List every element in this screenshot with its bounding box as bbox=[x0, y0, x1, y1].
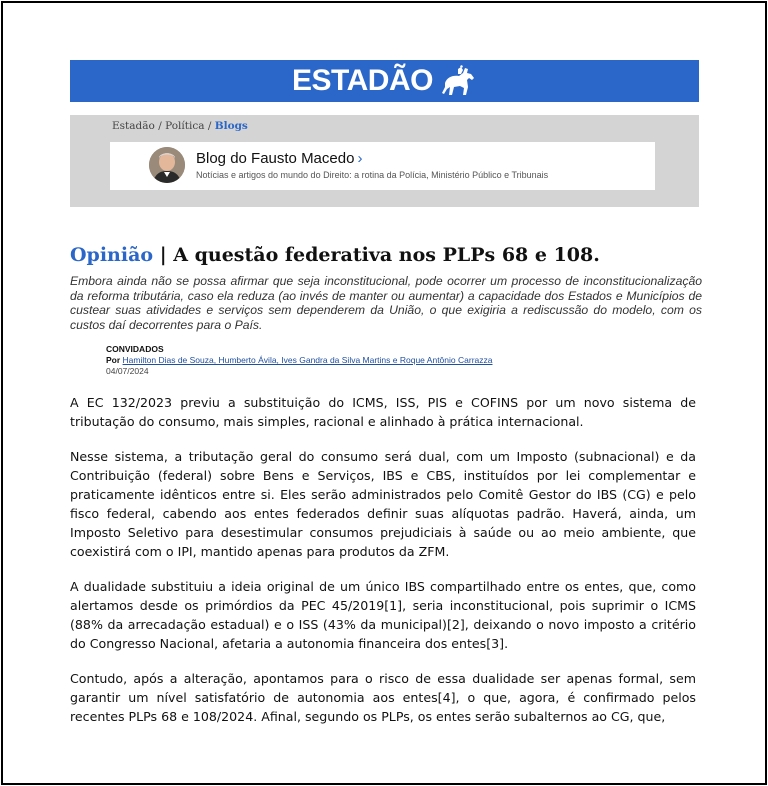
blog-subtitle: Notícias e artigos do mundo do Direito: a rotina da Polícia, Ministério Público e Tribunais bbox=[196, 170, 549, 180]
headline-title: A questão federativa nos PLPs 68 e 108. bbox=[173, 244, 600, 266]
site-masthead[interactable] bbox=[70, 60, 699, 102]
authors-link[interactable]: Hamilton Dias de Souza, Humberto Ávila, Ives Gandra da Silva Martins e Roque Antônio Carrazza bbox=[122, 355, 493, 365]
body-paragraph: Contudo, após a alteração, apontamos para o risco de essa dualidade ser apenas formal, sem garantir um nível satisfatório de autonomia aos entes[4], o que, agora, é confirmado pelos recentes PLPs 68 e 108/2024. Afinal, segundo os PLPs, os entes serão subalternos ao CG, que, bbox=[70, 671, 696, 724]
byline-label: CONVIDADOS bbox=[106, 344, 164, 354]
breadcrumb-separator: / bbox=[207, 120, 212, 132]
breadcrumb-separator: / bbox=[158, 120, 162, 132]
blog-card[interactable] bbox=[110, 142, 655, 190]
article-headline bbox=[70, 244, 710, 266]
publish-date: 04/07/2024 bbox=[106, 366, 149, 376]
chevron-right-icon: › bbox=[357, 150, 363, 167]
site-logo-text: ESTADÃO bbox=[292, 64, 433, 97]
byline-prefix: Por bbox=[106, 355, 121, 365]
body-paragraph: A dualidade substituiu a ideia original de um único IBS compartilhado entre os entes, que, como alertamos desde os primórdios da PEC 45/2019[1], seria inconstitucional, pois suprimir o ICMS (88% da arrecadação estadual) e o ISS (43% da municipal)[2], deixando o novo imposto a critério do Congresso Nacional, afetaria a autonomia financeira dos entes[3]. bbox=[70, 579, 696, 651]
article-body bbox=[70, 393, 696, 742]
avatar bbox=[149, 147, 185, 183]
body-paragraph: A EC 132/2023 previu a substituição do ICMS, ISS, PIS e COFINS por um novo sistema de tributação do consumo, mais simples, racional e alinhado à prática internacional. bbox=[70, 395, 696, 429]
article-byline bbox=[106, 344, 492, 377]
headline-divider: | bbox=[159, 244, 167, 266]
blog-title[interactable] bbox=[196, 150, 362, 167]
breadcrumb-item-estadao[interactable]: Estadão bbox=[112, 120, 155, 132]
breadcrumb bbox=[112, 120, 248, 132]
article-lede: Embora ainda não se possa afirmar que seja inconstitucional, pode ocorrer um processo de inconstitucionalização da reforma tributária, caso ela reduza (ao invés de manter ou aumentar) a capacidade dos Estados e Municípios de custear suas atividades e serviços sem dependerem da União, o que exigiria a rediscussão do modelo, com os custos daí decorrentes para o País. bbox=[70, 274, 702, 332]
body-paragraph: Nesse sistema, a tributação geral do consumo será dual, com um Imposto (subnacional) e da Contribuição (federal) sobre Bens e Serviços, IBS e CBS, instituídos por lei complementar e praticamente idênticos entre si. Eles serão administrados pelo Comitê Gestor do IBS (CG) e pelo fisco federal, cabendo aos entes federados definir suas alíquotas padrão. Haverá, ainda, um Imposto Seletivo para desestimular consumos prejudiciais à saúde ou ao meio ambiente, que coexistirá com o IPI, mantido apenas para produtos da ZFM. bbox=[70, 449, 696, 559]
breadcrumb-item-politica[interactable]: Política bbox=[165, 120, 205, 132]
breadcrumb-item-blogs[interactable]: Blogs bbox=[214, 120, 248, 132]
section-label[interactable]: Opinião bbox=[70, 244, 154, 266]
blog-title-text: Blog do Fausto Macedo bbox=[196, 150, 355, 167]
horse-rider-icon bbox=[441, 65, 477, 97]
